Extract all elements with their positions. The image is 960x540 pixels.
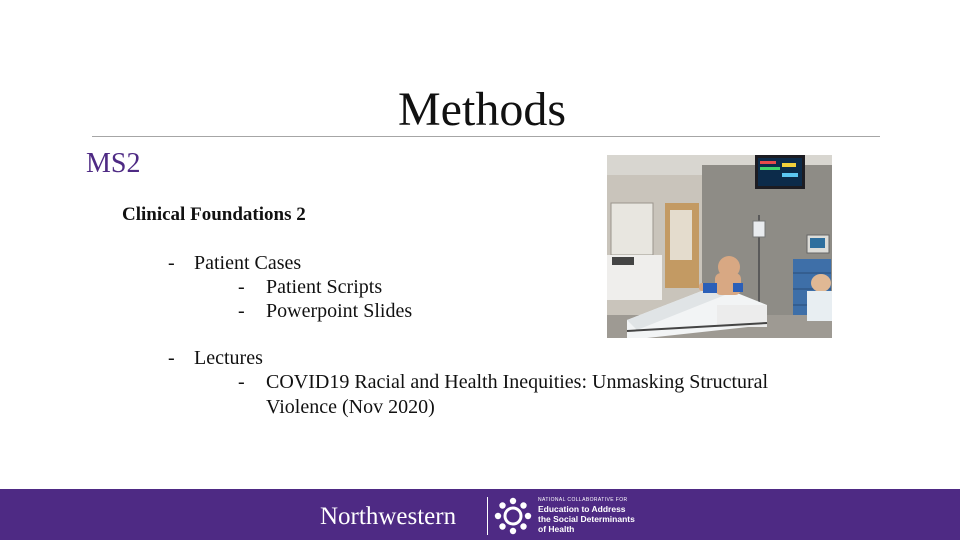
bullet-dash: - [168,347,175,369]
slide-title: Methods [398,83,566,136]
bullet-text: Powerpoint Slides [266,300,413,322]
bullet-dash: - [238,371,245,393]
bullet-text: Patient Scripts [266,276,383,298]
section-heading: MS2 [86,148,141,179]
org-name-line: NATIONAL COLLABORATIVE FOR [538,497,628,503]
title-divider [92,136,880,137]
bullet-dash: - [168,252,175,274]
collaborative-org-name [538,496,668,534]
bullet-dash: - [238,276,245,298]
bullet-lectures [168,346,468,370]
northwestern-wordmark: Northwestern [320,503,457,530]
collaborative-logo-icon [493,496,533,536]
footer-bar [0,489,960,540]
bullet-text: COVID19 Racial and Health Inequities: Unmasking Structural [266,371,769,393]
footer-divider [487,497,488,535]
course-subheading: Clinical Foundations 2 [122,204,306,225]
sub-bullet-continuation: Violence (Nov 2020) [266,396,435,418]
bullet-text: Lectures [194,347,263,369]
org-name-line: the Social Determinants [538,514,635,524]
bullet-patient-cases [168,251,468,275]
bullet-text: Patient Cases [194,252,302,274]
bullet-dash: - [238,300,245,322]
simulation-lab-photo [607,155,832,338]
sub-bullet-covid-lecture [238,370,828,394]
org-name-line: of Health [538,524,575,534]
sub-bullet-patient-scripts [238,275,538,299]
sub-bullet-powerpoint-slides [238,299,538,323]
org-name-line: Education to Address [538,504,626,514]
